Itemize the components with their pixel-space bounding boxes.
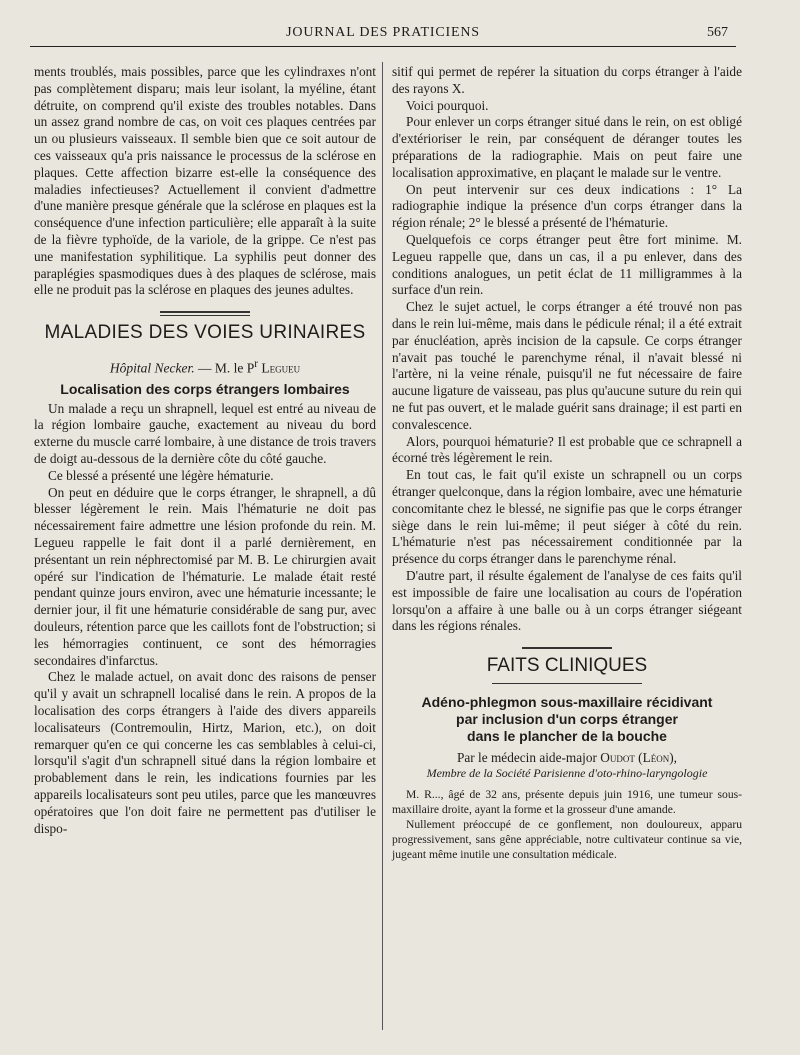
section-title-clinical: FAITS CLINIQUES xyxy=(486,654,648,676)
article-title-line: dans le plancher de la bouche xyxy=(467,728,667,745)
paragraph: On peut intervenir sur ces deux indications : 1° La radiographie indique la présence d'un corps étranger dans la région rénale; 2° le blessé a présenté de l'hématurie. xyxy=(392,181,742,231)
right-column xyxy=(392,64,742,862)
article-title-line: par inclusion d'un corps étranger xyxy=(456,711,678,728)
section-underline xyxy=(492,683,642,685)
running-header xyxy=(30,22,736,47)
column-divider xyxy=(382,62,383,1030)
author-affiliation: Membre de la Société Parisienne d'oto-rhino-laryngologie xyxy=(426,766,708,781)
left-column xyxy=(34,64,376,837)
paragraph: Voici pourquoi. xyxy=(406,97,489,113)
paragraph: Pour enlever un corps étranger situé dans le rein, on est obligé d'extérioriser le rein, par conséquent de déranger toutes les préparations de la radiographie. Mais on peut faire une localisation approximative, en plaçant le malade sur le ventre. xyxy=(392,114,742,180)
article-title-adenophlegmon xyxy=(392,694,742,745)
paragraph: Nullement préoccupé de ce gonflement, non douloureux, apparu progressivement, sans gêne appréciable, notre cultivateur continue sa vie, jugeant même inutile une consultation médicale. xyxy=(392,818,742,862)
professor-abbrev: r xyxy=(254,358,258,371)
section-rule xyxy=(522,647,612,649)
paragraph: Un malade a reçu un shrapnell, lequel est entré au niveau de la région lombaire gauche, exactement au niveau du bord externe du muscle carré lombaire, à une distance de trois travers de doigt au-dessous de la dernière côte du côté gauche. xyxy=(34,400,376,467)
continued-paragraph: ments troublés, mais possibles, parce que les cylindraxes n'ont pas complètement disparu; mais leur isolant, la myéline, étant détruite, on comprend qu'il existe des troubles notables. Dans un assez grand nombre de cas, on voit ces plaques centrées par un ou plusieurs vaisseaux. Il semble bien que ce soit autour de ces vaisseaux qu'a pris naissance le processus de la sclérose en plaques. Cette affection bizarre est-elle la conséquence des maladies infectieuses? Actuellement il convient d'admettre d'une manière presque générale que la sclérose en plaques est la conséquence d'une infection particulière; elle apparaît à la suite de la fièvre typhoïde, de la variole, de la grippe. Ce n'est pas une manifestation syphilitique. La syphilis peut donner des paraplégies spasmodiques dues à des plaques de sclérose, mais elle ne produit pas la sclérose en plaques des jeunes adultes. xyxy=(34,64,376,298)
paragraph: Ce blessé a présenté une légère hématurie. xyxy=(48,467,274,483)
article-title-line: Adéno-phlegmon sous-maxillaire récidivant xyxy=(421,694,713,711)
journal-title: JOURNAL DES PRATICIENS xyxy=(286,25,480,40)
page-number: 567 xyxy=(707,25,728,40)
hospital-author: Legueu xyxy=(261,360,301,376)
paragraph: M. R..., âgé de 32 ans, présente depuis juin 1916, une tumeur sous-maxillaire droite, ayant la forme et la grosseur d'une amande. xyxy=(392,788,742,817)
hospital-line xyxy=(34,358,376,377)
paragraph: Quelquefois ce corps étranger peut être fort minime. M. Legueu rappelle que, dans un cas, il a pu enlever, dans des conditions analogues, un petit éclat de 11 milligrammes à la surface d'un rein. xyxy=(392,231,742,298)
hospital-separator: — M. le P xyxy=(194,360,255,376)
byline-author: Oudot (Léon), xyxy=(600,750,677,766)
paragraph: Alors, pourquoi hématurie? Il est probable que ce schrapnell a écorné très légèrement le rein. xyxy=(392,433,742,466)
paragraph: sitif qui permet de repérer la situation du corps étranger à l'aide des rayons X. xyxy=(392,64,742,96)
byline xyxy=(392,749,742,766)
paragraph: En tout cas, le fait qu'il existe un schrapnell ou un corps étranger quelconque, dans la région lombaire, avec une hématurie concomitante chez le blessé, ne signifie pas que le corps étranger siège dans le rein lui-même; il peut siéger à côté du rein. L'hématurie n'est pas nécessairement conditionnée par la présence du corps étranger dans le parenchyme rénal. xyxy=(392,467,742,567)
article-title-lumbar: Localisation des corps étrangers lombaires xyxy=(60,380,350,397)
paragraph: On peut en déduire que le corps étranger, le shrapnell, a dû blesser légèrement le rein. Mais l'hématurie ne doit pas nécessairement faire admettre une lésion profonde du rein. M. Legueu rappelle le fait dont il a parlé dernièrement, en présentant un rein néphrectomisé par M. B. Le chirurgien avait opéré sur l'indication de l'hématurie. Le malade était resté pendant quinze jours environ, avec une hématurie incessante; le dernier jour, il fit une hématurie considérable de sang pur, avec douleurs, rétention parce que les caillots font de l'obstruction; si les hémorragies continuent, ce sont des hémorragies secondaires d'infarctus. xyxy=(34,484,376,668)
paragraph: D'autre part, il résulte également de l'analyse de ces faits qu'il est impossible de faire une localisation au cours de l'opération lorsqu'on a affaire à une balle ou à un corps étranger siégeant dans les régions rénales. xyxy=(392,567,742,634)
section-rule xyxy=(160,311,250,316)
byline-prefix: Par le médecin aide-major xyxy=(457,750,601,766)
paragraph: Chez le malade actuel, on avait donc des raisons de penser qu'il y avait un schrapnell localisé dans le rein. A propos de la localisation des corps étrangers à l'aide des divers appareils localisateurs (Contremoulin, Hirtz, Marion, etc.), on doit remarquer qu'en ce qui concerne les cas semblables à celui-ci, lorsqu'il s'agit d'un schrapnell situé dans la région lombaire et probablement dans le rein, les indications fournies par les appareils localisateurs sont peu utiles, parce que les manœuvres opératoires que l'on doit faire ne permettent pas d'utiliser le dispo- xyxy=(34,669,376,836)
paragraph: Chez le sujet actuel, le corps étranger a été trouvé non pas dans le rein lui-même, mais dans le pédicule rénal; il a été extrait par énucléation, après incision de la capsule. Ce corps étranger n'avait pas touché le parenchyme rénal, il n'avait blessé ni l'artère, ni la veine rénale, puisqu'il ne fut nécessaire de faire aucune ligature de vaisseau, pas plus qu'aucune suture du rein qui ne fut pas ouvert, et le malade guérit sans drainage; il est parti en convalescence. xyxy=(392,299,742,432)
hospital-name: Hôpital Necker. xyxy=(109,360,195,376)
section-title-urinary: MALADIES DES VOIES URINAIRES xyxy=(44,322,366,344)
